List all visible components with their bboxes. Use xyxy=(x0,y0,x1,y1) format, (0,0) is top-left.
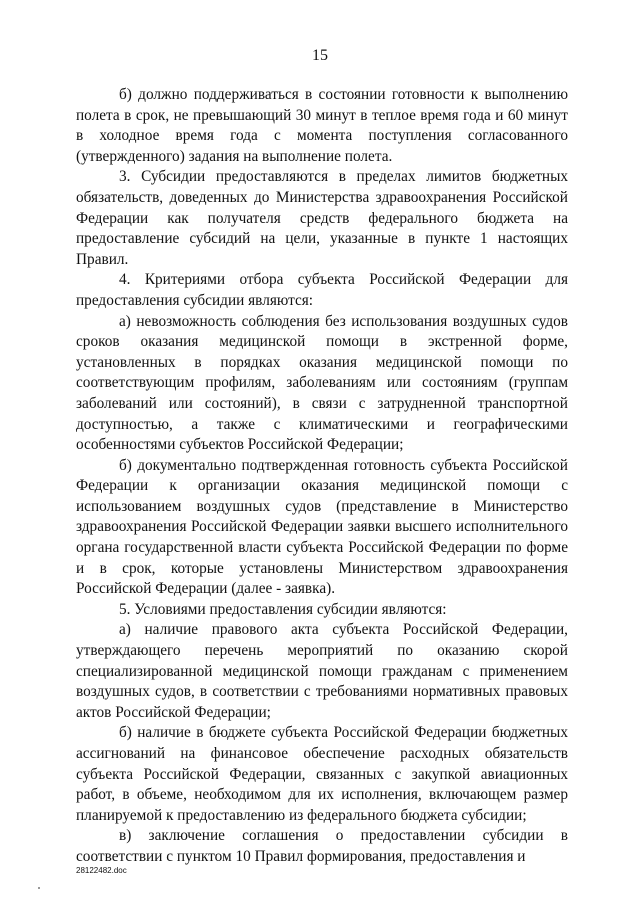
paragraph-3-subsidy-limits: 3. Субсидии предоставляются в пределах лимитов бюджетных обязательств, доведенных до Министерства здравоохранения Российской Федерации как получателя средств федерального бюджета на предоставление субсидий на цели, указанные в пункте 1 настоящих Правил. xyxy=(76,168,568,268)
paragraph-5a-legal-act: а) наличие правового акта субъекта Российской Федерации, утверждающего перечень мероприятий по оказанию скорой специализированной медицинской помощи гражданам с применением воздушных судов, в соответствии с требованиями нормативных правовых актов Российской Федерации; xyxy=(76,621,568,721)
document-body xyxy=(76,85,568,868)
paragraph-4b-readiness: б) документально подтвержденная готовность субъекта Российской Федерации к организации оказания медицинской помощи с использованием воздушных судов (представление в Министерство здравоохранения Российской Федерации заявки высшего исполнительного органа государственной власти субъекта Российской Федерации по форме и в срок, которые установлены Министерством здравоохранения Российской Федерации (далее - заявка). xyxy=(76,456,568,598)
footer-filename: 28122482.doc xyxy=(76,866,127,875)
paragraph-5-conditions: 5. Условиями предоставления субсидии являются: xyxy=(119,600,447,618)
page-number: 15 xyxy=(312,47,328,64)
paragraph-4a-impossibility: а) невозможность соблюдения без использования воздушных судов сроков оказания медицинской помощи в экстренной форме, установленных в порядках оказания медицинской помощи по соответствующим профилям, заболеваниям или состояниям (группам заболеваний или состояний), в связи с затрудненной транспортной доступностью, а также с климатическими и географическими особенностями субъектов Российской Федерации; xyxy=(76,312,568,454)
paragraph-5v-agreement: в) заключение соглашения о предоставлении субсидии в соответствии с пунктом 10 Правил формирования, предоставления и xyxy=(76,827,568,865)
paragraph-1b-readiness: б) должно поддерживаться в состоянии готовности к выполнению полета в срок, не превышающий 30 минут в теплое время года и 60 минут в холодное время года с момента поступления согласованного (утвержденного) задания на выполнение полета. xyxy=(76,86,568,165)
paragraph-5b-budget: б) наличие в бюджете субъекта Российской Федерации бюджетных ассигнований на финансовое обеспечение расходных обязательств субъекта Российской Федерации, связанных с закупкой авиационных работ, в объеме, необходимом для их исполнения, включающем размер планируемой к предоставлению из федерального бюджета субсидии; xyxy=(76,724,568,824)
paragraph-4-selection-criteria: 4. Критериями отбора субъекта Российской Федерации для предоставления субсидии являются: xyxy=(76,271,568,309)
scan-dot xyxy=(38,887,40,889)
